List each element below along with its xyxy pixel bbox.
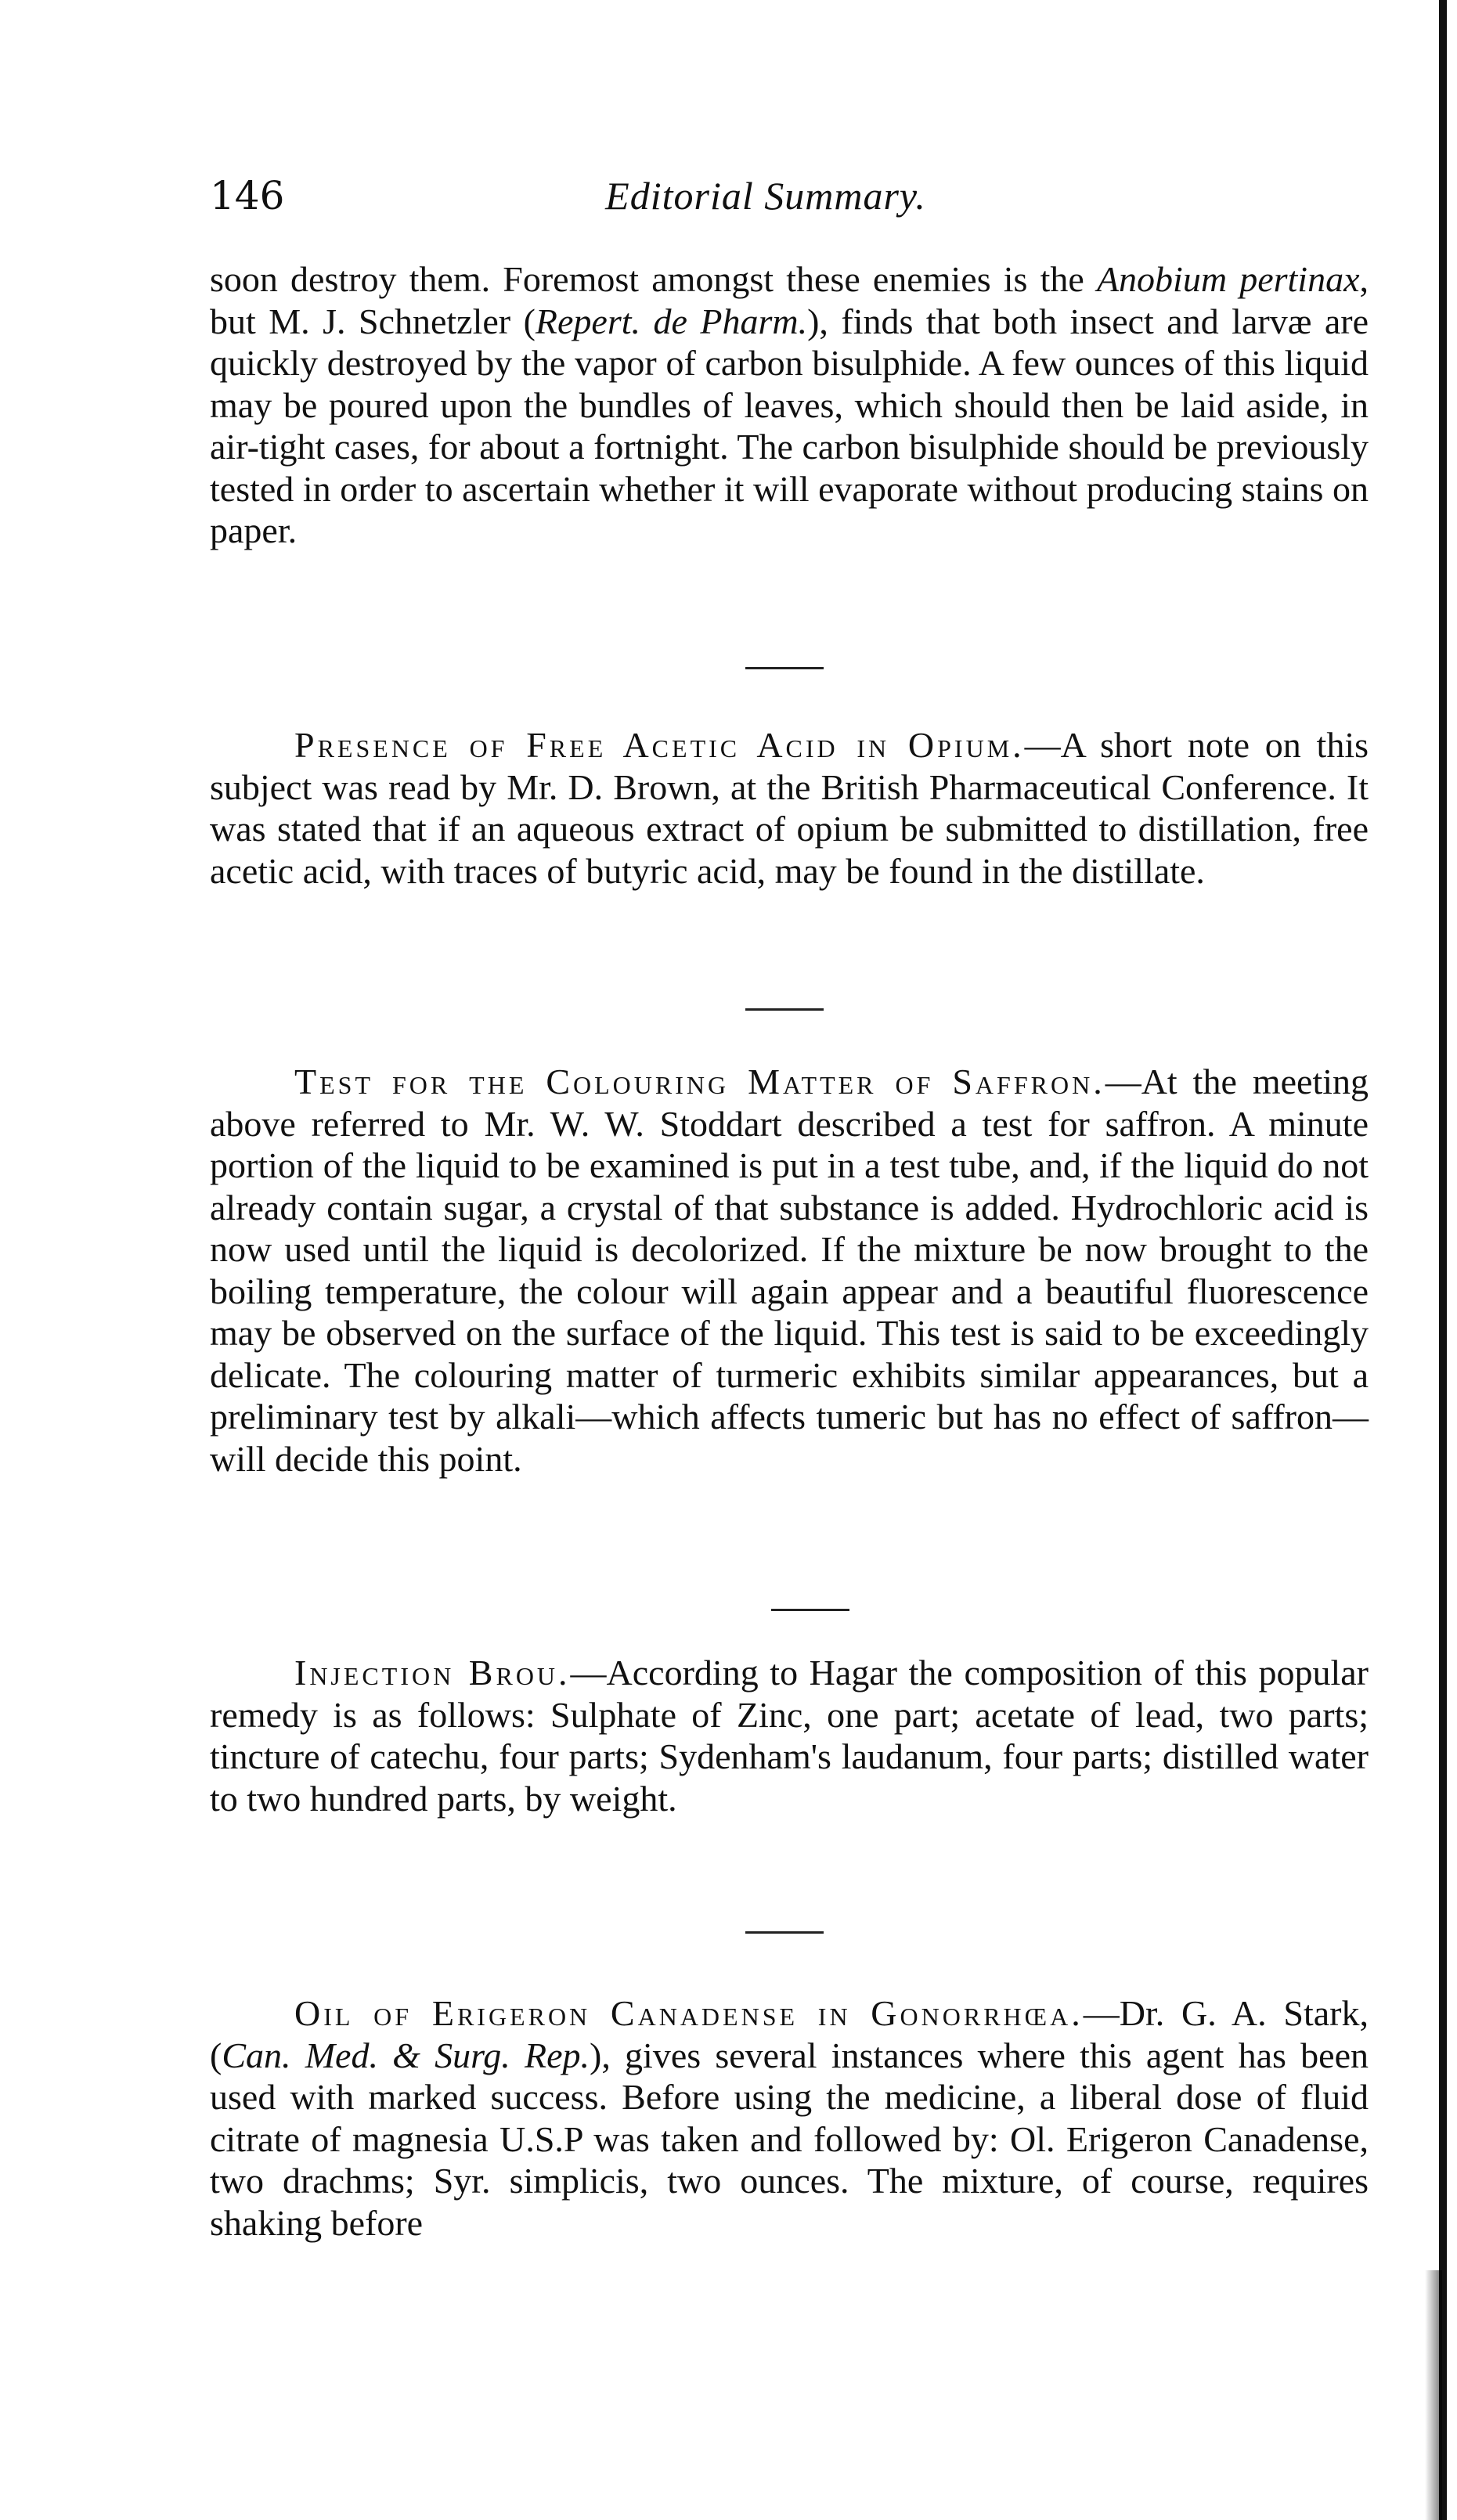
section-divider — [745, 1931, 824, 1934]
paragraph-anobium: soon destroy them. Foremost amongst these enemies is the Anobium pertinax, but M. J. Schnetzler (Repert. de Pharm.), finds that both insect and larvæ are quickly destroyed by the vapor of carbon bisulphide. A few ounces of this liquid may be poured upon the bundles of leaves, which should then be laid aside, in air-tight cases, for about a fortnight. The carbon bisulphide should be previously tested in order to ascertain whether it will evaporate without producing stains on paper. — [210, 259, 1369, 550]
section-divider — [745, 1008, 824, 1011]
page-edge-shadow — [1425, 2270, 1442, 2520]
page-header — [210, 172, 1322, 227]
page-edge-border — [1439, 0, 1447, 2520]
section-erigeron — [210, 1992, 1369, 2244]
section-saffron — [210, 1061, 1369, 1480]
section-injection-brou — [210, 1652, 1369, 1819]
section-divider — [745, 667, 824, 669]
section-title: Injection Brou. — [294, 1653, 571, 1693]
section-anobium — [210, 258, 1369, 552]
species-name: Anobium pertinax — [1096, 259, 1360, 299]
citation: Repert. de Pharm. — [535, 301, 808, 341]
section-title: Oil of Erigeron Canadense in Gonorrhœa. — [294, 1993, 1084, 2033]
paragraph-erigeron: Oil of Erigeron Canadense in Gonorrhœa.—Dr. G. A. Stark, (Can. Med. & Surg. Rep.), gives several instances where this agent has been used with marked success. Before using the medicine, a liberal dose of fluid citrate of magnesia U.S.P was taken and followed by: Ol. Erigeron Canadense, two drachms; Syr. simplicis, two ounces. The mixture, of course, requires shaking before — [210, 1993, 1369, 2243]
paragraph-injection-brou: Injection Brou.—According to Hagar the composition of this popular remedy is as follows: Sulphate of Zinc, one part; acetate of lead, two parts; tincture of catechu, four parts; Sydenham's laudanum, four parts; distilled water to two hundred parts, by weight. — [210, 1653, 1369, 1819]
citation: Can. Med. & Surg. Rep. — [222, 2035, 590, 2075]
section-title: Presence of Free Acetic Acid in Opium. — [294, 725, 1025, 765]
paragraph-saffron: Test for the Colouring Matter of Saffron.—At the meeting above referred to Mr. W. W. Stoddart described a test for saffron. A minute portion of the liquid to be examined is put in a test tube, and, if the liquid do not already contain sugar, a crystal of that substance is added. Hydrochloric acid is now used until the liquid is decolorized. If the mixture be now brought to the boiling temperature, the colour will again appear and a beautiful fluorescence may be observed on the surface of the liquid. This test is said to be exceedingly delicate. The colouring matter of turmeric exhibits similar appearances, but a preliminary test by alkali—which affects tumeric but has no effect of saffron—will decide this point. — [210, 1062, 1369, 1479]
section-title: Test for the Colouring Matter of Saffron. — [294, 1062, 1105, 1101]
paragraph-acetic-acid: Presence of Free Acetic Acid in Opium.—A short note on this subject was read by Mr. D. Brown, at the British Pharmaceutical Conference. It was stated that if an aqueous extract of opium be submitted to distillation, free acetic acid, with traces of butyric acid, may be found in the distillate. — [210, 725, 1369, 891]
section-divider — [771, 1609, 849, 1611]
section-acetic-acid — [210, 724, 1369, 892]
page-number: 146 — [210, 173, 285, 218]
running-head: Editorial Summary. — [605, 174, 926, 218]
